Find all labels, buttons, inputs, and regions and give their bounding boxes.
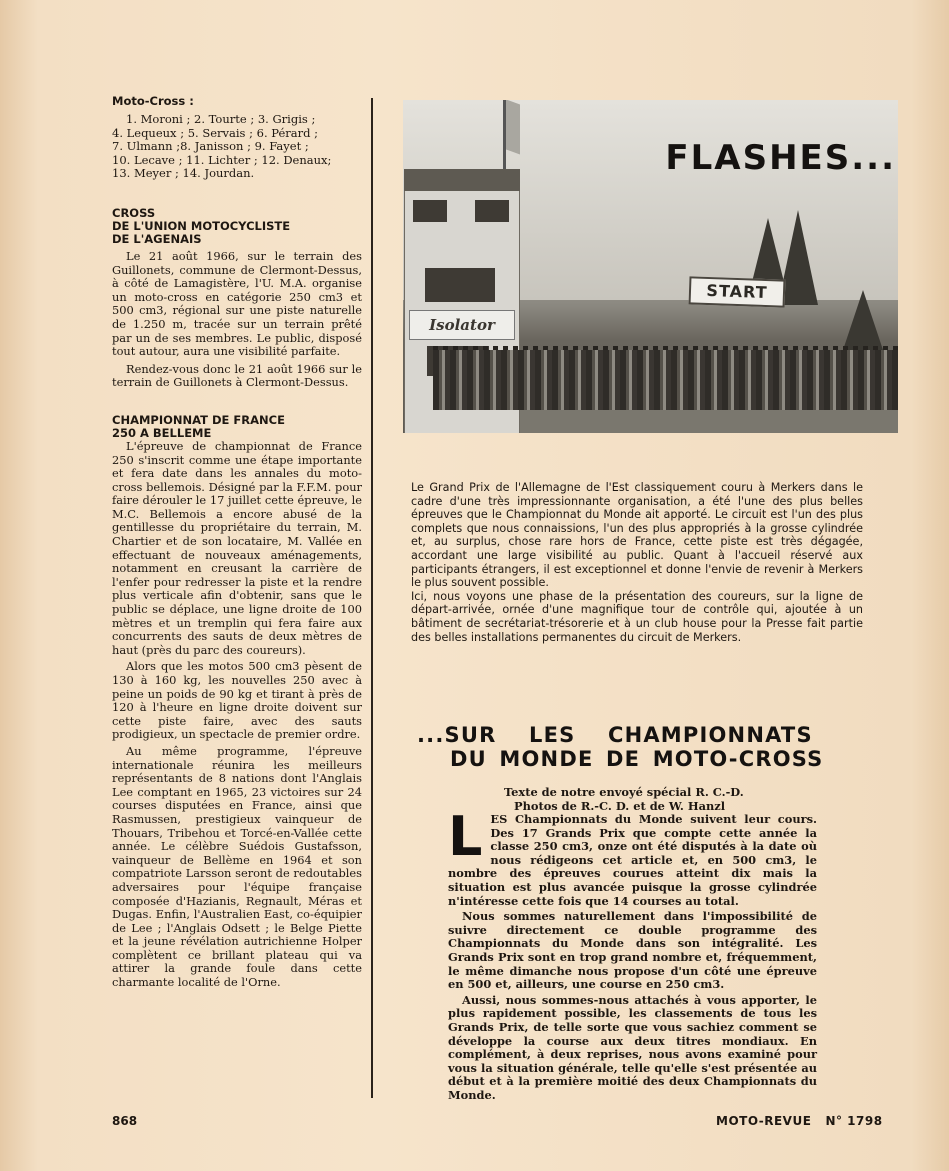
cross-paragraph: Rendez-vous donc le 21 août 1966 sur le terrain de Guillonets à Clermont-Dessus.: [112, 361, 362, 390]
flag: [506, 100, 520, 155]
results-list: [112, 113, 362, 181]
byline-photos: Photos de R.-C. D. et de W. Hanzl: [514, 798, 726, 813]
article-title-line: DU MONDE DE MOTO-CROSS: [450, 747, 824, 771]
championnat-paragraph: Au même programme, l'épreuve internationale réunira les meilleurs représentants de 8 nations dont l'Anglais Lee comptant en 1965, 23 victoires sur 24 courses disputées en France, ainsi que Rasmussen, prestigieux vainqueur de Thouars, Tribehou et Torcé-en-Vallée cette année. Le célèbre Suédois Gustafsson, vainqueur de Bellème en 1964 et son compatriote Larsson seront de redoutables adversaires pour l'équipe française composée d'Hazianis, Regnault, Méras et Dugas. Enfin, l'Australien East, co-équipier de Lee ; l'Anglais Odsett ; le Belge Piette et la jeune révélation autrichienne Holper complètent ce brillant plateau qui va attirer la grande foule dans cette charmante localité de l'Orne.: [112, 743, 362, 990]
results-line: 7. Ulmann ;8. Janisson ; 9. Fayet ;: [112, 139, 309, 154]
tower-window: [425, 268, 495, 302]
drop-cap: L: [448, 805, 483, 868]
race-photo: [403, 100, 898, 433]
byline: [504, 786, 804, 813]
tower-banner-text: Isolator: [429, 316, 495, 334]
caption-paragraph: Ici, nous voyons une phase de la présentation des coureurs, sur la ligne de départ-arrivée, ornée d'une magnifique tour de contrôle qui, ajoutée à un bâtiment de secrétariat-trésorerie et à un club house pour la Presse fait partie des belles installations permanentes du circuit de Merkers.: [411, 589, 863, 644]
article-first-paragraph-text: ES Championnats du Monde suivent leur cours. Des 17 Grands Prix que compte cette année la classe 250 cm3, onze ont été disputés à la date où nous rédigeons cet article et, en 500 cm3, le nombre des épreuves courues atteint dix mais la situation est plus avancée puisque la grosse cylindrée n'intéresse cette fois que 14 courses au total.: [448, 812, 817, 908]
championnat-paragraph: Alors que les motos 500 cm3 pèsent de 130 à 160 kg, les nouvelles 250 avec à peine un poids de 90 kg et tirant à près de 120 à l'heure en ligne droite doivent sur cette piste faire, avec des sauts prodigieux, un spectacle de premier ordre.: [112, 659, 362, 742]
page-number: 868: [112, 1114, 138, 1128]
magazine-name: MOTO-REVUE: [716, 1114, 812, 1128]
results-line: 4. Lequeux ; 5. Servais ; 6. Pérard ;: [112, 125, 319, 140]
results-line: 10. Lecave ; 11. Lichter ; 12. Denaux;: [112, 152, 332, 167]
championnat-paragraph: L'épreuve de championnat de France 250 s'inscrit comme une étape importante et fera date dans les annales du moto-cross bellemois. Désigné par la F.F.M. pour faire dérouler le 17 juillet cette épreuve, le M.C. Bellemois a encore abusé de la gentillesse du propriétaire du terrain, M. Chartier et de son locataire, M. Vallée en effectuant de nouveaux aménagements, notamment en creusant la carrière de l'enfer pour redresser la piste et la rendre plus verticale afin d'obtenir, sans que le public se déplace, une ligne droite de 100 mètres et un tremplin qui fera faire aux concurrents des sauts de deux mètres de haut (près du parc des coureurs).: [112, 438, 362, 657]
article-title: [417, 723, 897, 771]
crowd: [433, 350, 898, 410]
cross-paragraph: Le 21 août 1966, sur le terrain des Guillonets, commune de Clermont-Dessus, à côté de Lamagistère, l'U. M.A. organise un moto-cross en catégorie 250 cm3 et 500 cm3, régional sur une piste naturelle de 1.250 m, tracée sur un terrain prêté par un de ses membres. Le public, disposé tout autour, aura une visibilité parfaite.: [112, 248, 362, 359]
results-line: 13. Meyer ; 14. Jourdan.: [112, 166, 255, 181]
cross-heading-line: DE L'UNION MOTOCYCLISTE: [112, 218, 291, 233]
tower-window: [475, 200, 509, 222]
cross-heading-line: CROSS: [112, 205, 156, 220]
tower-roof: [404, 169, 520, 191]
left-column: [112, 94, 362, 990]
photo-tree: [843, 290, 883, 350]
photo-caption: [411, 481, 863, 644]
championnat-heading-line: 250 A BELLEME: [112, 425, 212, 440]
championnat-heading-line: CHAMPIONNAT DE FRANCE: [112, 412, 285, 427]
start-banner-text: START: [706, 280, 768, 303]
column-rule: [371, 98, 373, 1098]
tower-window: [413, 200, 447, 222]
article-paragraph: Nous sommes naturellement dans l'impossibilité de suivre directement ce double programme des Championnats du Monde dans son intégralité. Les Grands Prix sont en trop grand nombre et, fréquemment, le même dimanche nous propose d'un côté une épreuve en 500 et, ailleurs, une course en 250 cm3.: [448, 909, 817, 992]
start-banner: [689, 276, 786, 307]
byline-text: Texte de notre envoyé spécial R. C.-D.: [504, 785, 744, 799]
tower-banner: [409, 310, 515, 340]
cross-heading-line: DE L'AGENAIS: [112, 231, 202, 246]
caption-paragraph: Le Grand Prix de l'Allemagne de l'Est classiquement couru à Merkers dans le cadre d'une très impressionnante organisation, a été l'une des plus belles épreuves que le Championnat du Monde ait apporté. Le circuit est l'un des plus complets que nous connaissions, l'un des plus appropriés à la grosse cylindrée et, au surplus, chose rare hors de France, cette piste est très dégagée, accordant une large visibilité au public. Quant à l'accueil réservé aux participants étrangers, il est exceptionnel et donne l'envie de revenir à Merkers le plus souvent possible.: [411, 481, 863, 590]
issue-number: N° 1798: [825, 1114, 883, 1128]
footer-magazine: [716, 1114, 883, 1128]
article-title-line: ...SUR LES CHAMPIONNATS: [417, 723, 813, 747]
article-paragraph: Aussi, nous sommes-nous attachés à vous apporter, le plus rapidement possible, les classements de tous les Grands Prix, de telle sorte que vous sachiez comment se développe la course aux deux titres mondiaux. En complément, à deux reprises, nous avons examiné pour vous la situation générale, telle qu'elle s'est présentée au début et à la première moitié des deux Championnats du Monde.: [448, 992, 817, 1102]
flashes-headline: FLASHES...: [665, 138, 896, 178]
results-title: Moto-Cross :: [112, 94, 194, 108]
results-line: 1. Moroni ; 2. Tourte ; 3. Grigis ;: [126, 112, 316, 126]
